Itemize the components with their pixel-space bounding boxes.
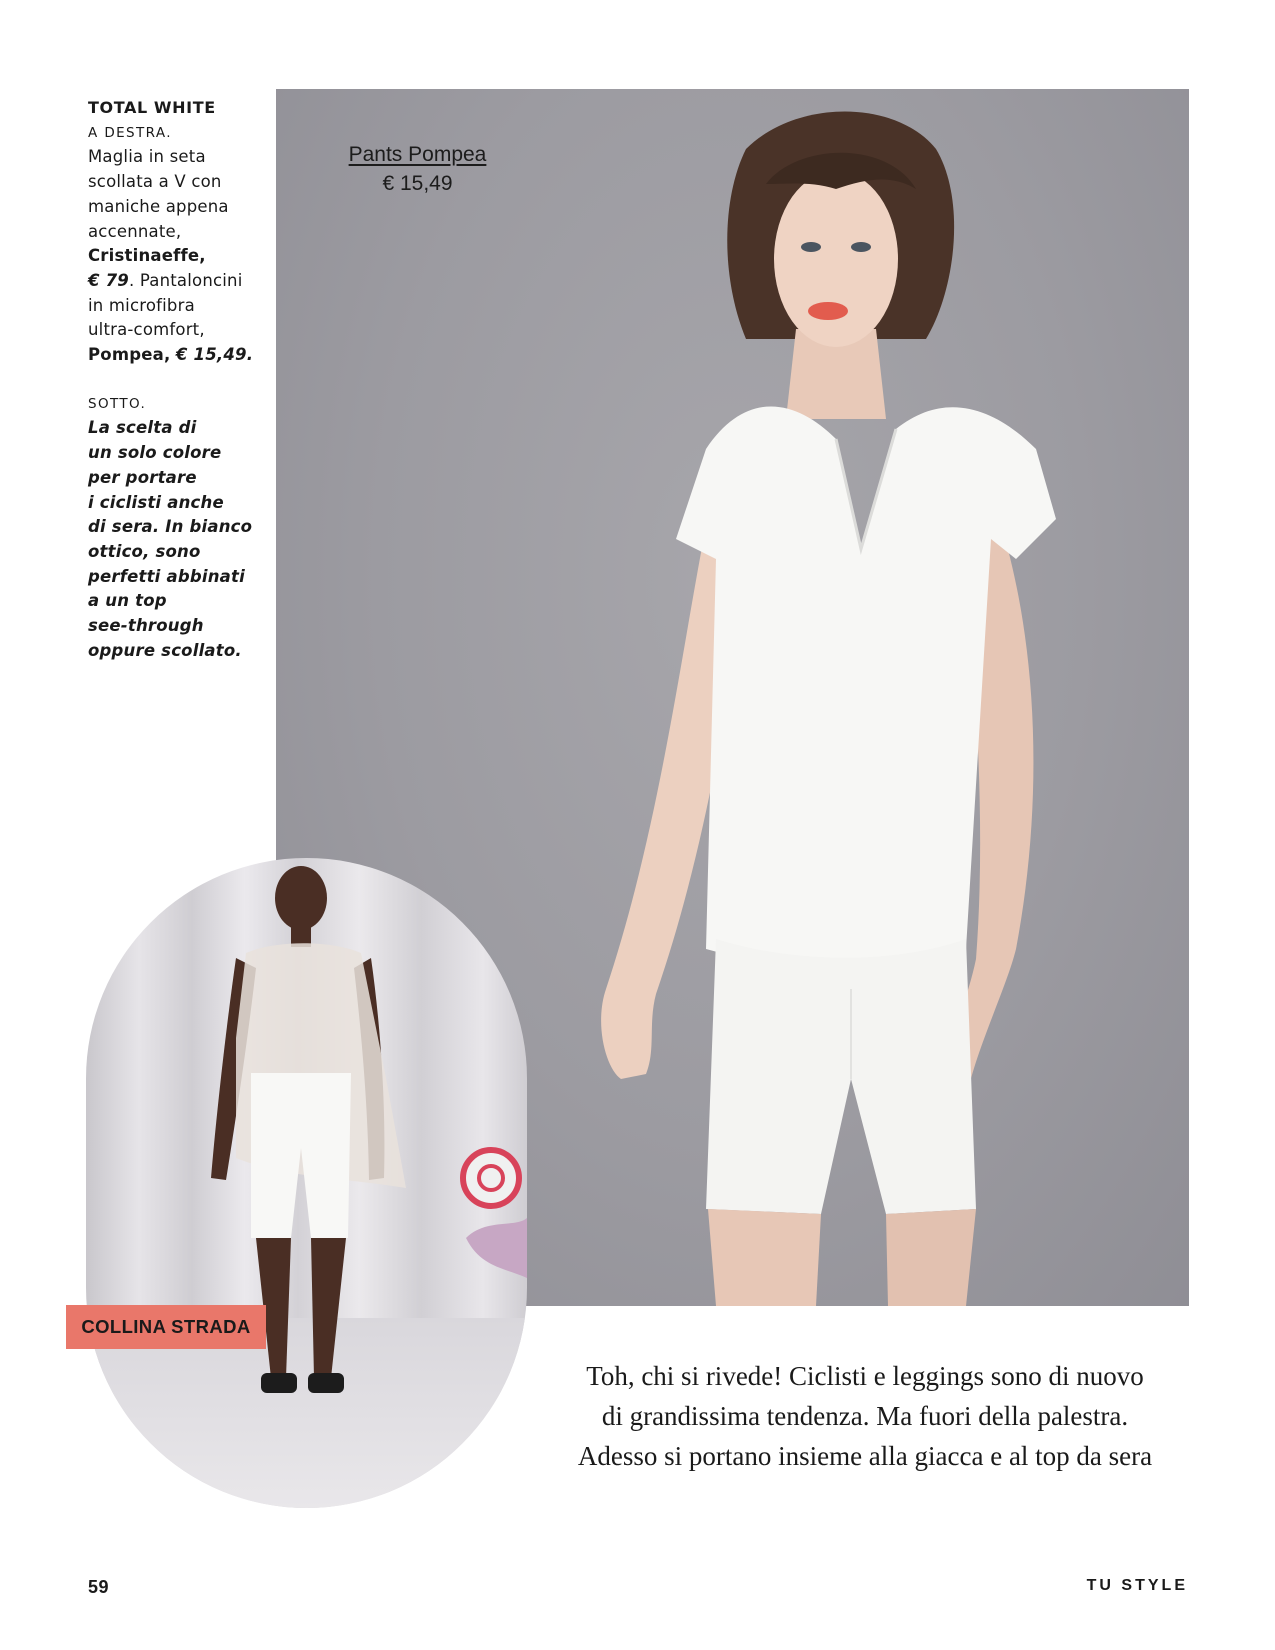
description-line: Maglia in seta [88,147,206,167]
runway-photo [86,858,527,1508]
sidebar-text [88,96,273,663]
price: € 15,49. [175,345,254,365]
below-label: SOTTO. [88,395,147,412]
below-line: a un top [88,591,167,611]
magazine-name: TU STYLE [1086,1577,1188,1594]
description-line: in microfibra [88,295,195,315]
below-line: un solo colore [88,443,222,463]
below-line: ottico, sono [88,541,201,561]
description-line: scollata a V con [88,172,222,192]
below-line: di sera. In bianco [88,517,253,537]
below-line: oppure scollato. [88,640,242,660]
price: € 79 [88,270,129,290]
description-line: maniche appena [88,196,229,216]
right-label: A DESTRA. [88,124,172,141]
section-heading: TOTAL WHITE [88,98,216,117]
product-price-tag [330,140,505,198]
caption-line: di grandissima tendenza. Ma fuori della palestra. [601,1401,1129,1431]
brand-name: Cristinaeffe, [88,246,206,266]
description-line: accennate, [88,221,182,241]
below-line: i ciclisti anche [88,492,224,512]
designer-badge: COLLINA STRADA [66,1305,266,1349]
description-line: . Pantaloncini [129,270,243,290]
caption-line: Adesso si portano insieme alla giacca e al top da sera [577,1441,1153,1471]
runway-model-illustration [86,858,527,1508]
caption-line: Toh, chi si rivede! Ciclisti e leggings sono di nuovo [586,1361,1144,1391]
below-line: see-through [88,616,204,636]
product-name: Pants Pompea [348,143,487,166]
page-number: 59 [88,1577,110,1597]
brand-name: Pompea, [88,345,171,365]
description-line: ultra-comfort, [88,320,205,340]
below-line: La scelta di [88,418,197,438]
product-price: € 15,49 [382,172,453,195]
below-line: per portare [88,467,197,487]
caption [555,1356,1175,1476]
below-line: perfetti abbinati [88,566,245,586]
